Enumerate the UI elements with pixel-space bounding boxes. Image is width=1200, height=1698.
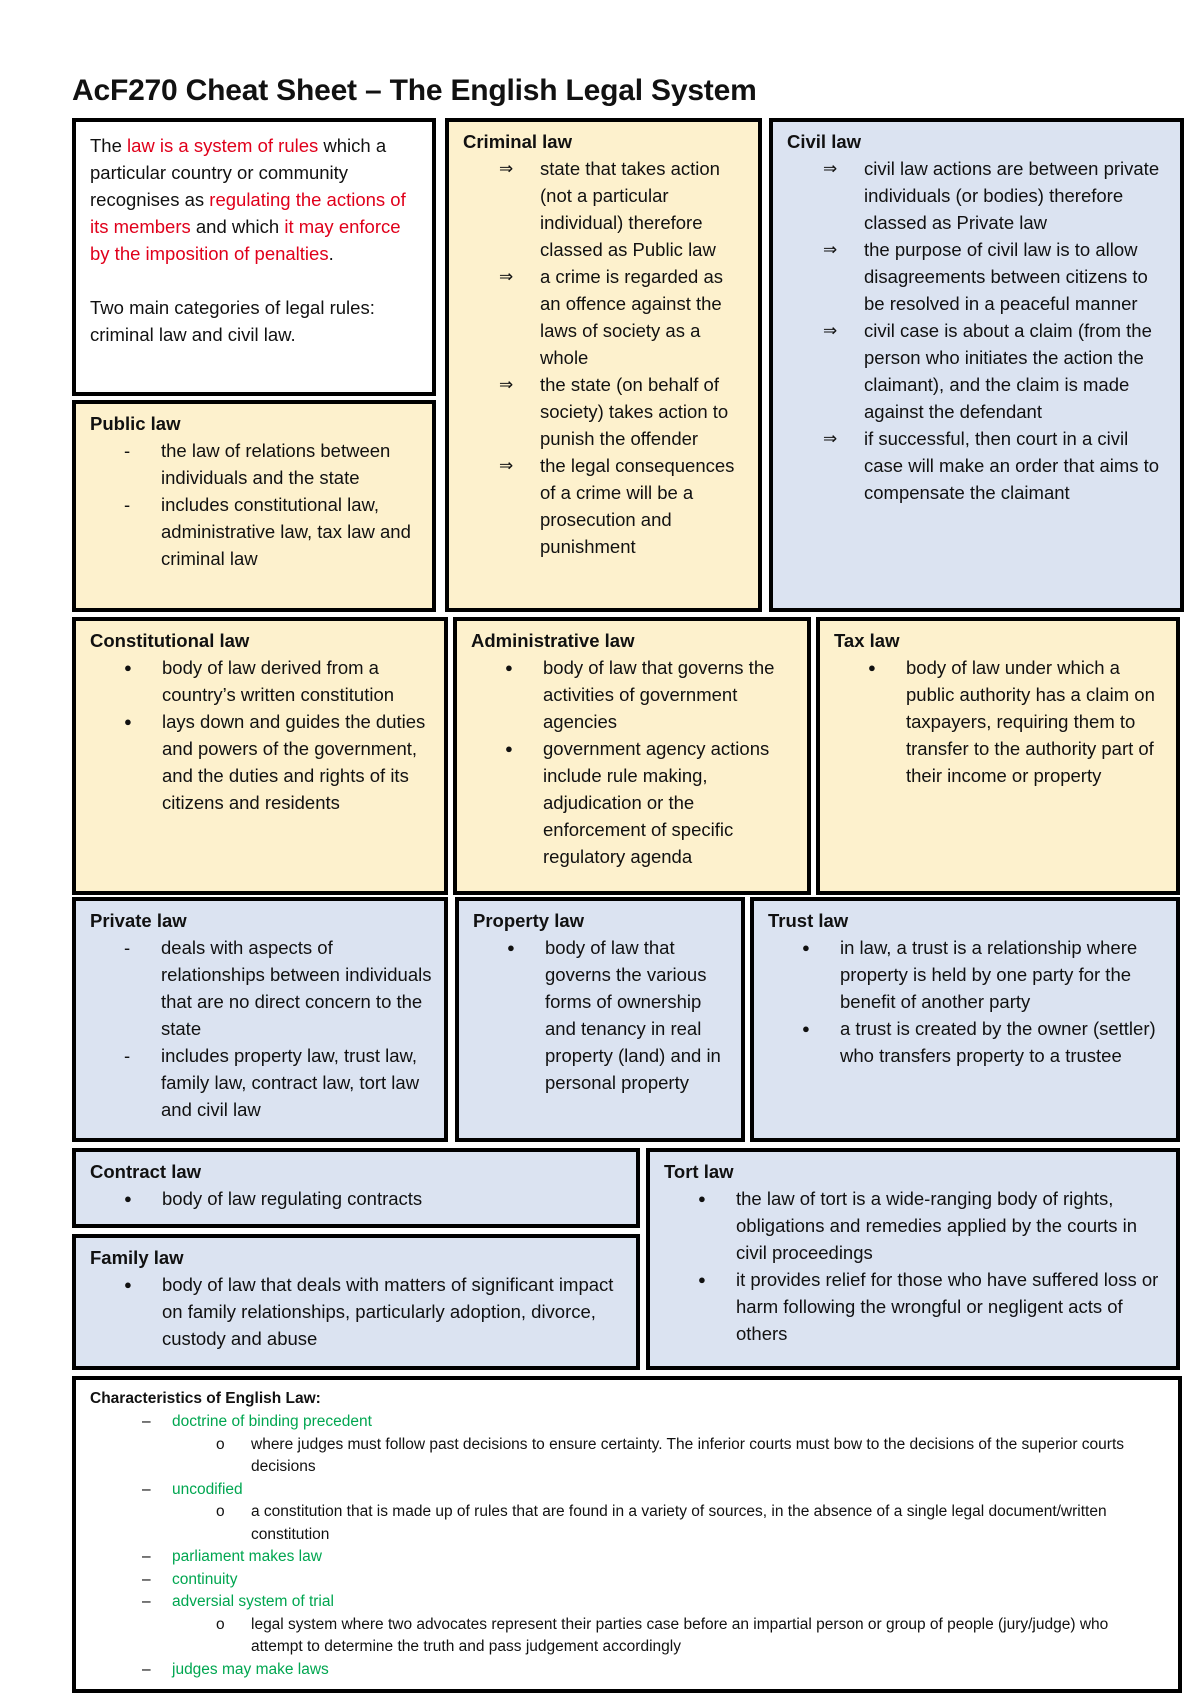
- law-definition: [90, 132, 420, 267]
- legal-rules-categories: Two main categories of legal rules: criminal law and civil law.: [90, 297, 375, 345]
- list-item: ● body of law that governs the various forms of ownership and tenancy in real property (land) and in personal property: [473, 934, 729, 1096]
- tax-law-heading: Tax law: [834, 630, 900, 651]
- list-item: - the law of relations between individuals and the state: [90, 437, 420, 491]
- list-item: ⇒ the legal consequences of a crime will be a prosecution and punishment: [463, 452, 746, 560]
- contract-law-heading: Contract law: [90, 1161, 202, 1182]
- criminal-law-heading: Criminal law: [463, 131, 572, 152]
- characteristic-item: – adversial system of trial: [90, 1591, 1164, 1614]
- list-item: ⇒ civil law actions are between private individuals (or bodies) therefore classed as Private law: [787, 155, 1168, 236]
- characteristic-detail: o where judges must follow past decisions to ensure certainty. The inferior courts must bow to the decisions of the superior courts decisions: [90, 1434, 1164, 1479]
- characteristics-list: [90, 1411, 1164, 1681]
- list-item: ● lays down and guides the duties and powers of the government, and the duties and rights of its citizens and residents: [90, 708, 432, 816]
- family-law-box: [72, 1234, 640, 1370]
- list-item: ⇒ if successful, then court in a civil case will make an order that aims to compensate the claimant: [787, 425, 1168, 506]
- page-title: AcF270 Cheat Sheet – The English Legal System: [72, 74, 757, 107]
- characteristic-item: – uncodified: [90, 1479, 1164, 1502]
- family-law-list: [90, 1271, 624, 1352]
- list-item: ⇒ the purpose of civil law is to allow disagreements between citizens to be resolved in a peaceful manner: [787, 236, 1168, 317]
- trust-law-box: [750, 897, 1180, 1142]
- list-item: ● body of law under which a public authority has a claim on taxpayers, requiring them to transfer to the authority part of their income or property: [834, 654, 1164, 789]
- characteristic-item: – continuity: [90, 1569, 1164, 1592]
- list-item: ● in law, a trust is a relationship where property is held by one party for the benefit of another party: [768, 934, 1164, 1015]
- text: which a particular country or community recognises as: [90, 135, 387, 210]
- family-law-heading: Family law: [90, 1247, 184, 1268]
- private-law-box: [72, 897, 448, 1142]
- public-law-box: [72, 400, 436, 612]
- characteristics-heading: Characteristics of English Law:: [90, 1390, 321, 1407]
- tax-law-list: [834, 654, 1164, 789]
- tax-law-box: [816, 617, 1180, 895]
- intro-box: [72, 118, 436, 396]
- criminal-law-box: [445, 118, 762, 612]
- constitutional-law-box: [72, 617, 448, 895]
- contract-law-list: [90, 1185, 624, 1212]
- public-law-list: [90, 437, 420, 572]
- characteristic-item: – judges may make laws: [90, 1659, 1164, 1682]
- administrative-law-heading: Administrative law: [471, 630, 635, 651]
- list-item: - deals with aspects of relationships between individuals that are no direct concern to the state: [90, 934, 432, 1042]
- characteristics-box: [72, 1376, 1182, 1693]
- list-item: ● body of law that deals with matters of significant impact on family relationships, particularly adoption, divorce, custody and abuse: [90, 1271, 624, 1352]
- characteristic-detail: o legal system where two advocates represent their parties case before an impartial person or group of people (jury/judge) who attempt to determine the truth and pass judgement accordingly: [90, 1614, 1164, 1659]
- property-law-list: [473, 934, 729, 1096]
- constitutional-law-list: [90, 654, 432, 816]
- list-item: - includes property law, trust law, family law, contract law, tort law and civil law: [90, 1042, 432, 1123]
- constitutional-law-heading: Constitutional law: [90, 630, 250, 651]
- civil-law-list: [787, 155, 1168, 506]
- private-law-heading: Private law: [90, 910, 187, 931]
- property-law-box: [455, 897, 745, 1142]
- tort-law-list: [664, 1185, 1164, 1347]
- trust-law-heading: Trust law: [768, 910, 849, 931]
- list-item: ⇒ civil case is about a claim (from the person who initiates the action the claimant), and the claim is made against the defendant: [787, 317, 1168, 425]
- highlighted-text: it may enforce by the imposition of penalties: [90, 216, 401, 264]
- highlighted-text: regulating the actions of its members: [90, 189, 406, 237]
- list-item: ⇒ a crime is regarded as an offence against the laws of society as a whole: [463, 263, 746, 371]
- civil-law-heading: Civil law: [787, 131, 862, 152]
- highlighted-text: law is a system of rules: [127, 135, 319, 156]
- list-item: ● it provides relief for those who have suffered loss or harm following the wrongful or negligent acts of others: [664, 1266, 1164, 1347]
- private-law-list: [90, 934, 432, 1123]
- characteristic-detail: o a constitution that is made up of rules that are found in a variety of sources, in the absence of a single legal document/written constitution: [90, 1501, 1164, 1546]
- list-item: ● a trust is created by the owner (settler) who transfers property to a trustee: [768, 1015, 1164, 1069]
- list-item: ● the law of tort is a wide-ranging body of rights, obligations and remedies applied by the courts in civil proceedings: [664, 1185, 1164, 1266]
- characteristic-item: – doctrine of binding precedent: [90, 1411, 1164, 1434]
- civil-law-box: [769, 118, 1184, 612]
- text: .: [328, 243, 334, 264]
- text: and which: [190, 216, 285, 237]
- text: The: [90, 135, 128, 156]
- characteristic-item: – parliament makes law: [90, 1546, 1164, 1569]
- public-law-heading: Public law: [90, 413, 181, 434]
- property-law-heading: Property law: [473, 910, 585, 931]
- list-item: ⇒ the state (on behalf of society) takes action to punish the offender: [463, 371, 746, 452]
- list-item: ● body of law derived from a country’s written constitution: [90, 654, 432, 708]
- trust-law-list: [768, 934, 1164, 1069]
- contract-law-box: [72, 1148, 640, 1228]
- administrative-law-box: [453, 617, 811, 895]
- criminal-law-list: [463, 155, 746, 560]
- list-item: ⇒ state that takes action (not a particular individual) therefore classed as Public law: [463, 155, 746, 263]
- list-item: ● body of law that governs the activities of government agencies: [471, 654, 795, 735]
- tort-law-box: [646, 1148, 1180, 1370]
- list-item: ● body of law regulating contracts: [90, 1185, 624, 1212]
- tort-law-heading: Tort law: [664, 1161, 734, 1182]
- list-item: - includes constitutional law, administrative law, tax law and criminal law: [90, 491, 420, 572]
- list-item: ● government agency actions include rule making, adjudication or the enforcement of specific regulatory agenda: [471, 735, 795, 870]
- administrative-law-list: [471, 654, 795, 870]
